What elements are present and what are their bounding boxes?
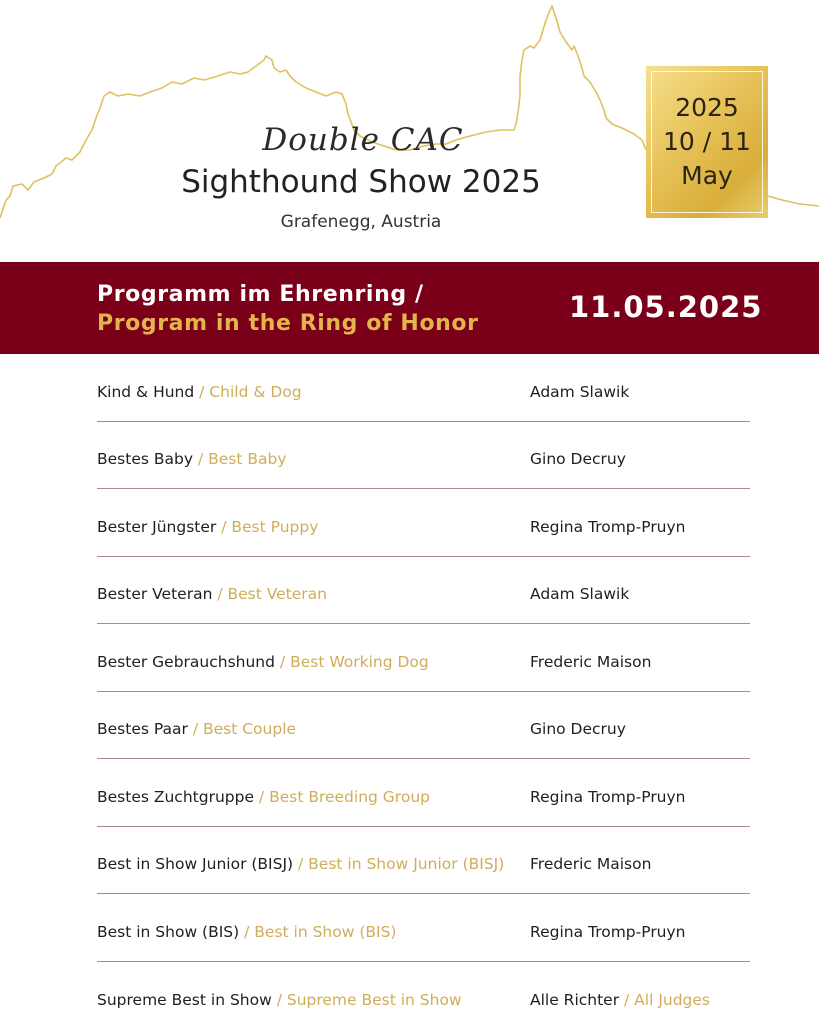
program-row xyxy=(97,354,750,422)
program-list xyxy=(97,354,750,1029)
category-german: Best in Show Junior (BISJ) xyxy=(97,855,293,873)
program-banner xyxy=(0,262,819,354)
category-german: Bester Jüngster xyxy=(97,518,216,536)
judge-cell xyxy=(530,991,710,1009)
category-german: Bestes Zuchtgruppe xyxy=(97,788,254,806)
judge-name: Frederic Maison xyxy=(530,855,651,873)
judge-name: Regina Tromp-Pruyn xyxy=(530,518,686,536)
category-english: / Supreme Best in Show xyxy=(277,991,462,1009)
program-row xyxy=(97,894,750,962)
judge-cell xyxy=(530,788,686,806)
banner-title-german: Programm im Ehrenring / xyxy=(97,282,424,307)
judge-cell xyxy=(530,855,651,873)
category-english: / Best in Show (BIS) xyxy=(244,923,396,941)
header xyxy=(0,0,819,262)
judge-name: Regina Tromp-Pruyn xyxy=(530,788,686,806)
category-english: / Best Couple xyxy=(193,720,296,738)
date-badge xyxy=(646,66,768,218)
category-english: / Best Puppy xyxy=(221,518,318,536)
category-cell xyxy=(97,991,462,1009)
banner-title-english: Program in the Ring of Honor xyxy=(97,311,479,336)
date-badge-frame xyxy=(651,71,763,213)
judge-cell xyxy=(530,450,626,468)
category-cell xyxy=(97,450,287,468)
category-english: / Child & Dog xyxy=(199,383,301,401)
judge-name: Adam Slawik xyxy=(530,585,629,603)
program-row xyxy=(97,489,750,557)
judge-name: Frederic Maison xyxy=(530,653,651,671)
category-cell xyxy=(97,923,396,941)
program-row xyxy=(97,624,750,692)
program-row xyxy=(97,692,750,760)
category-german: Bestes Paar xyxy=(97,720,188,738)
judge-english: / All Judges xyxy=(624,991,710,1009)
category-cell xyxy=(97,383,302,401)
program-row xyxy=(97,827,750,895)
category-german: Bester Gebrauchshund xyxy=(97,653,275,671)
category-english: / Best Baby xyxy=(198,450,287,468)
program-row xyxy=(97,422,750,490)
judge-name: Gino Decruy xyxy=(530,720,626,738)
category-english: / Best Veteran xyxy=(217,585,327,603)
judge-cell xyxy=(530,720,626,738)
show-title: Sighthound Show 2025 xyxy=(0,164,722,200)
judge-name: Alle Richter xyxy=(530,991,619,1009)
category-cell xyxy=(97,653,429,671)
judge-cell xyxy=(530,653,651,671)
judge-cell xyxy=(530,518,686,536)
category-german: Bestes Baby xyxy=(97,450,193,468)
date-badge-year: 2025 xyxy=(675,91,739,125)
category-german: Best in Show (BIS) xyxy=(97,923,239,941)
show-location: Grafenegg, Austria xyxy=(0,212,722,232)
program-row xyxy=(97,557,750,625)
date-badge-days: 10 / 11 xyxy=(663,125,751,159)
category-english: / Best in Show Junior (BISJ) xyxy=(298,855,504,873)
program-row xyxy=(97,962,750,1029)
category-cell xyxy=(97,720,296,738)
judge-cell xyxy=(530,383,629,401)
category-cell xyxy=(97,855,504,873)
category-english: / Best Working Dog xyxy=(280,653,429,671)
program-row xyxy=(97,759,750,827)
category-german: Bester Veteran xyxy=(97,585,212,603)
category-german: Supreme Best in Show xyxy=(97,991,272,1009)
judge-name: Regina Tromp-Pruyn xyxy=(530,923,686,941)
judge-cell xyxy=(530,923,686,941)
judge-cell xyxy=(530,585,629,603)
category-cell xyxy=(97,518,318,536)
judge-name: Gino Decruy xyxy=(530,450,626,468)
banner-date: 11.05.2025 xyxy=(569,290,762,324)
category-english: / Best Breeding Group xyxy=(259,788,430,806)
category-german: Kind & Hund xyxy=(97,383,194,401)
date-badge-month: May xyxy=(681,159,733,193)
category-cell xyxy=(97,585,327,603)
category-cell xyxy=(97,788,430,806)
judge-name: Adam Slawik xyxy=(530,383,629,401)
script-title: Double CAC xyxy=(0,122,726,158)
